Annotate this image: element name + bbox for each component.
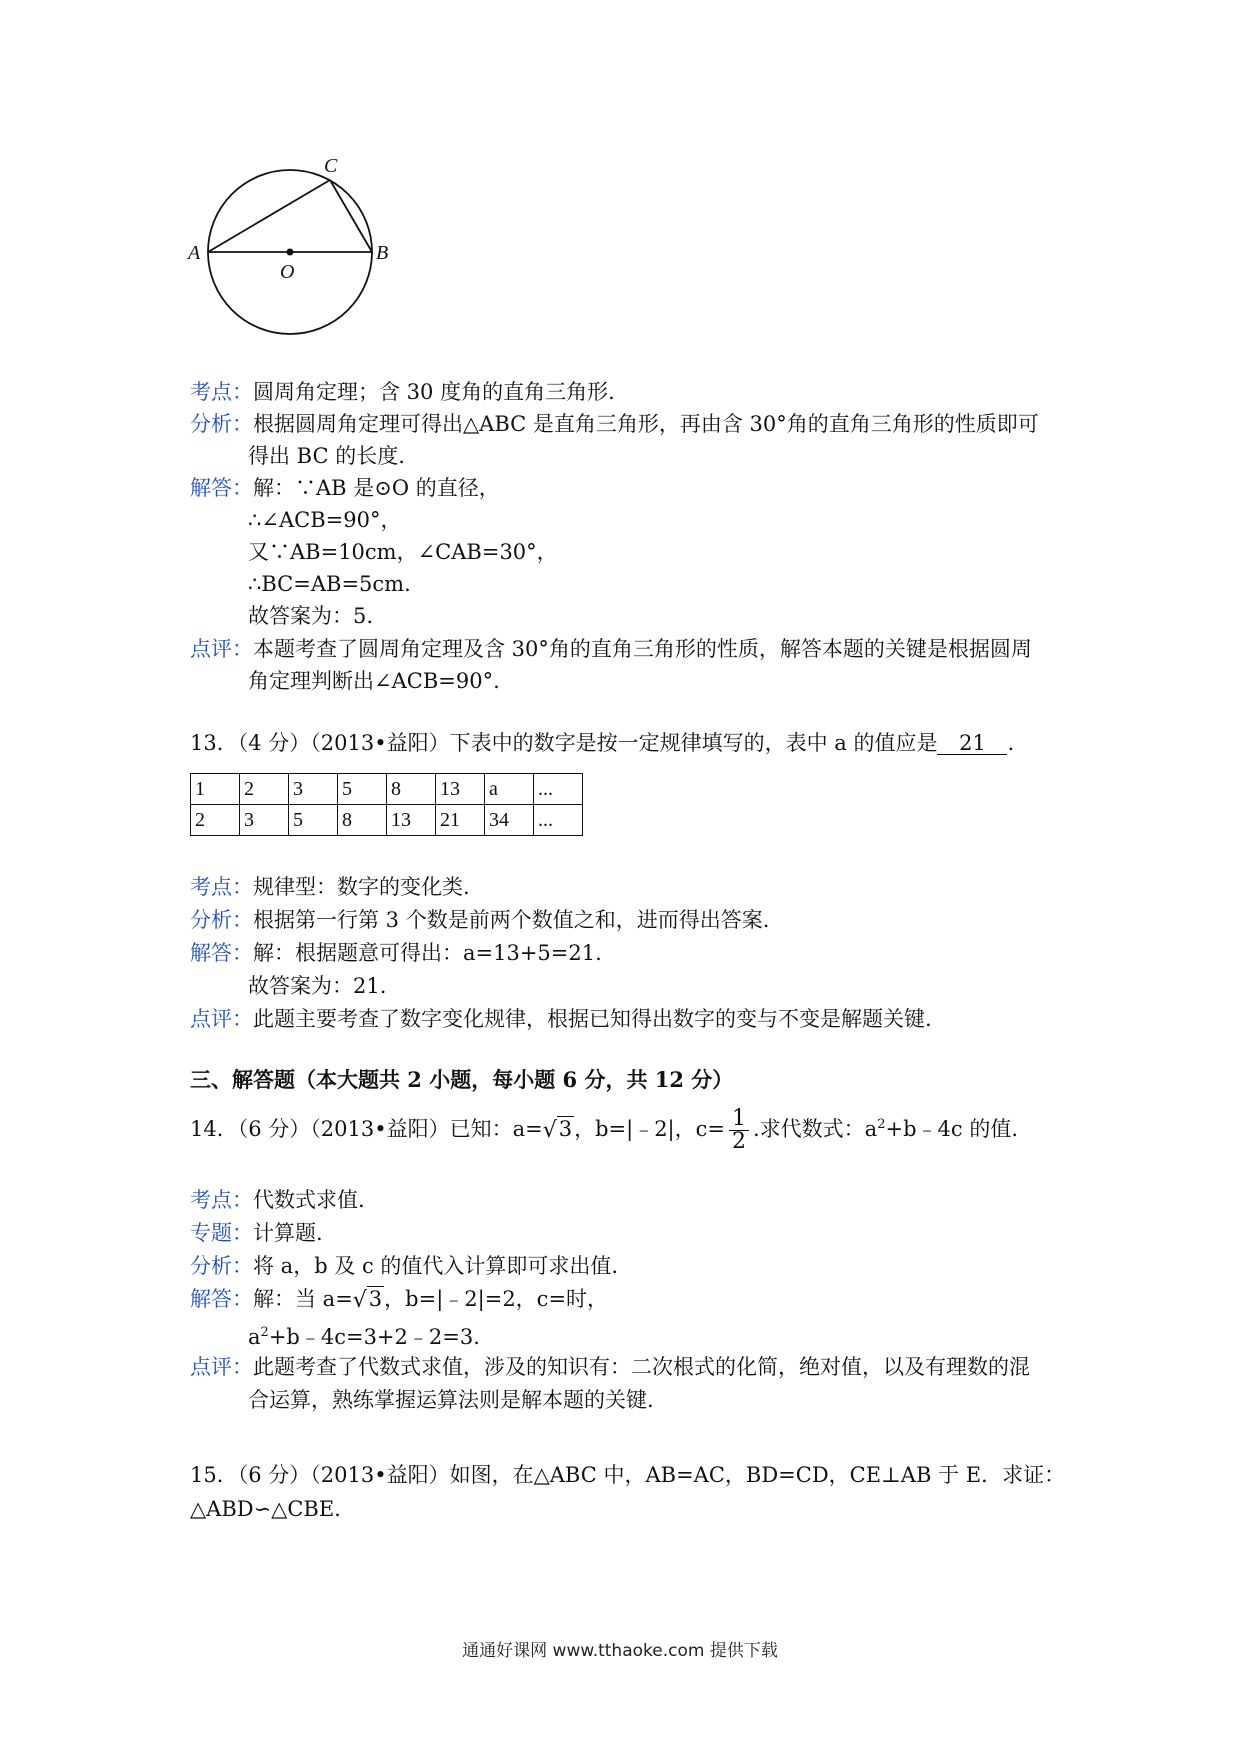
fenxi-text: 将 a，b 及 c 的值代入计算即可求出值.: [253, 1254, 619, 1278]
section-title: 三、解答题（本大题共 2 小题，每小题 6 分，共 12 分）: [190, 1067, 734, 1092]
jieda-label: 解答：: [190, 941, 253, 965]
q13-question: [190, 728, 1014, 758]
fenxi-text: 根据圆周角定理可得出△ABC 是直角三角形，再由含 30°角的直角三角形的性质即可: [253, 412, 1039, 436]
fenxi-label: 分析：: [190, 1254, 253, 1278]
kaodian-text: 规律型：数字的变化类.: [253, 875, 470, 899]
table-cell: 3: [289, 774, 338, 805]
q14-dianping-cont: 合运算，熟练掌握运算法则是解本题的关键.: [248, 1388, 654, 1412]
table-cell: 5: [338, 774, 387, 805]
dianping-label: 点评：: [190, 1355, 253, 1379]
jieda-text-pre: 解：当 a=: [253, 1287, 353, 1311]
label-a: A: [188, 242, 201, 264]
q13-kaodian: [190, 872, 470, 902]
table-cell: 5: [289, 805, 338, 836]
q12-jieda-line5: 故答案为：5.: [248, 604, 374, 628]
sequence-table: [190, 773, 583, 836]
fraction-numerator: 1: [729, 1108, 749, 1131]
jieda-line2-pre: a: [248, 1325, 261, 1349]
table-row: [191, 805, 583, 836]
q12-jieda-line2: ∴∠ACB=90°，: [248, 508, 402, 532]
sqrt-value: 3: [558, 1117, 573, 1141]
superscript: 2: [260, 1325, 269, 1340]
circle-figure: [180, 150, 410, 350]
label-b: B: [376, 242, 389, 264]
jieda-line2-post: +b﹣4c=3+2﹣2=3.: [268, 1325, 480, 1349]
table-cell: ...: [534, 805, 583, 836]
fenxi-text: 根据第一行第 3 个数是前两个数值之和，进而得出答案.: [253, 908, 770, 932]
table-cell: 13: [436, 774, 485, 805]
q14-kaodian: [190, 1185, 365, 1215]
table-cell: 21: [436, 805, 485, 836]
q14-jieda: [190, 1284, 608, 1314]
q14-c-prefix: c=: [695, 1117, 725, 1141]
jieda-text-post: ，b=|﹣2|=2，c=时，: [384, 1287, 609, 1311]
q12-jieda-line3: 又∵AB=10cm，∠CAB=30°，: [248, 540, 558, 564]
fenxi-label: 分析：: [190, 412, 253, 436]
q12-kaodian: [190, 377, 615, 407]
table-cell: a: [485, 774, 534, 805]
table-cell: 34: [485, 805, 534, 836]
jieda-text: 解：根据题意可得出：a=13+5=21.: [253, 941, 602, 965]
center-point: [287, 249, 294, 256]
q14-question: [190, 1100, 1018, 1154]
dianping-label: 点评：: [190, 637, 253, 661]
chord-cb: [330, 180, 372, 252]
kaodian-label: 考点：: [190, 1188, 253, 1212]
jieda-text: 解：∵AB 是⊙O 的直径，: [253, 476, 500, 500]
q14-dianping: [190, 1352, 1030, 1382]
dianping-label: 点评：: [190, 1007, 253, 1031]
q15-question: 15．（6 分）（2013•益阳）如图，在△ABC 中，AB=AC，BD=CD，CE⊥AB 于 E．求证：: [190, 1463, 1066, 1487]
q13-fenxi: [190, 905, 769, 935]
fraction: [729, 1108, 749, 1153]
q13-answer: 21: [937, 732, 1007, 755]
table-cell: 2: [191, 805, 240, 836]
table-cell: 13: [387, 805, 436, 836]
dianping-text: 本题考查了圆周角定理及含 30°角的直角三角形的性质，解答本题的关键是根据圆周: [253, 637, 1032, 661]
table-cell: ...: [534, 774, 583, 805]
q13-question-end: .: [1007, 731, 1015, 755]
superscript: 2: [877, 1117, 886, 1132]
q13-jieda-line2: 故答案为：21.: [248, 974, 387, 998]
kaodian-text: 圆周角定理；含 30 度角的直角三角形.: [253, 380, 615, 404]
dianping-text: 此题考查了代数式求值，涉及的知识有：二次根式的化简，绝对值，以及有理数的混: [253, 1355, 1030, 1379]
q12-fenxi-cont: 得出 BC 的长度.: [248, 444, 405, 468]
table-cell: 8: [338, 805, 387, 836]
q14-question-mid: ，b=|﹣2|，: [574, 1117, 696, 1141]
jieda-label: 解答：: [190, 476, 253, 500]
sqrt-expression: √ 3: [352, 1287, 383, 1313]
q13-jieda: [190, 938, 602, 968]
kaodian-label: 考点：: [190, 380, 253, 404]
sqrt-value: 3: [368, 1287, 383, 1311]
kaodian-text: 代数式求值.: [253, 1188, 365, 1212]
q12-jieda-line4: ∴BC=AB=5cm.: [248, 572, 411, 596]
page-footer: 通通好课网 www.tthaoke.com 提供下载: [462, 1641, 778, 1661]
sqrt-expression: √ 3: [542, 1117, 573, 1143]
q12-fenxi: [190, 409, 1039, 439]
table-cell: 2: [240, 774, 289, 805]
table-row: [191, 774, 583, 805]
q14-fenxi: [190, 1251, 618, 1281]
table-cell: 3: [240, 805, 289, 836]
table-cell: 1: [191, 774, 240, 805]
chord-ac: [208, 180, 330, 252]
q14-jieda-line2: [248, 1318, 480, 1352]
q12-jieda: [190, 473, 500, 503]
q15-question-cont: △ABD∽△CBE.: [190, 1497, 341, 1521]
label-c: C: [324, 155, 338, 177]
jieda-label: 解答：: [190, 1287, 253, 1311]
q14-zhuanti: [190, 1218, 323, 1248]
label-o: O: [280, 261, 295, 283]
q12-dianping: [190, 634, 1032, 664]
q12-dianping-cont: 角定理判断出∠ACB=90°.: [248, 669, 500, 693]
fraction-denominator: 2: [732, 1129, 746, 1154]
zhuanti-text: 计算题.: [253, 1221, 323, 1245]
zhuanti-label: 专题：: [190, 1221, 253, 1245]
fenxi-label: 分析：: [190, 908, 253, 932]
dianping-text: 此题主要考查了数字变化规律，根据已知得出数字的变与不变是解题关键.: [253, 1007, 932, 1031]
q13-question-text: 13．（4 分）（2013•益阳）下表中的数字是按一定规律填写的，表中 a 的值应是: [190, 731, 938, 755]
table-cell: 8: [387, 774, 436, 805]
kaodian-label: 考点：: [190, 875, 253, 899]
q14-question-text: 14．（6 分）（2013•益阳）已知：a=: [190, 1117, 543, 1141]
q14-question-end-pre: .求代数式：a: [753, 1117, 878, 1141]
q14-question-end: +b﹣4c 的值.: [885, 1117, 1018, 1141]
q13-dianping: [190, 1004, 932, 1034]
